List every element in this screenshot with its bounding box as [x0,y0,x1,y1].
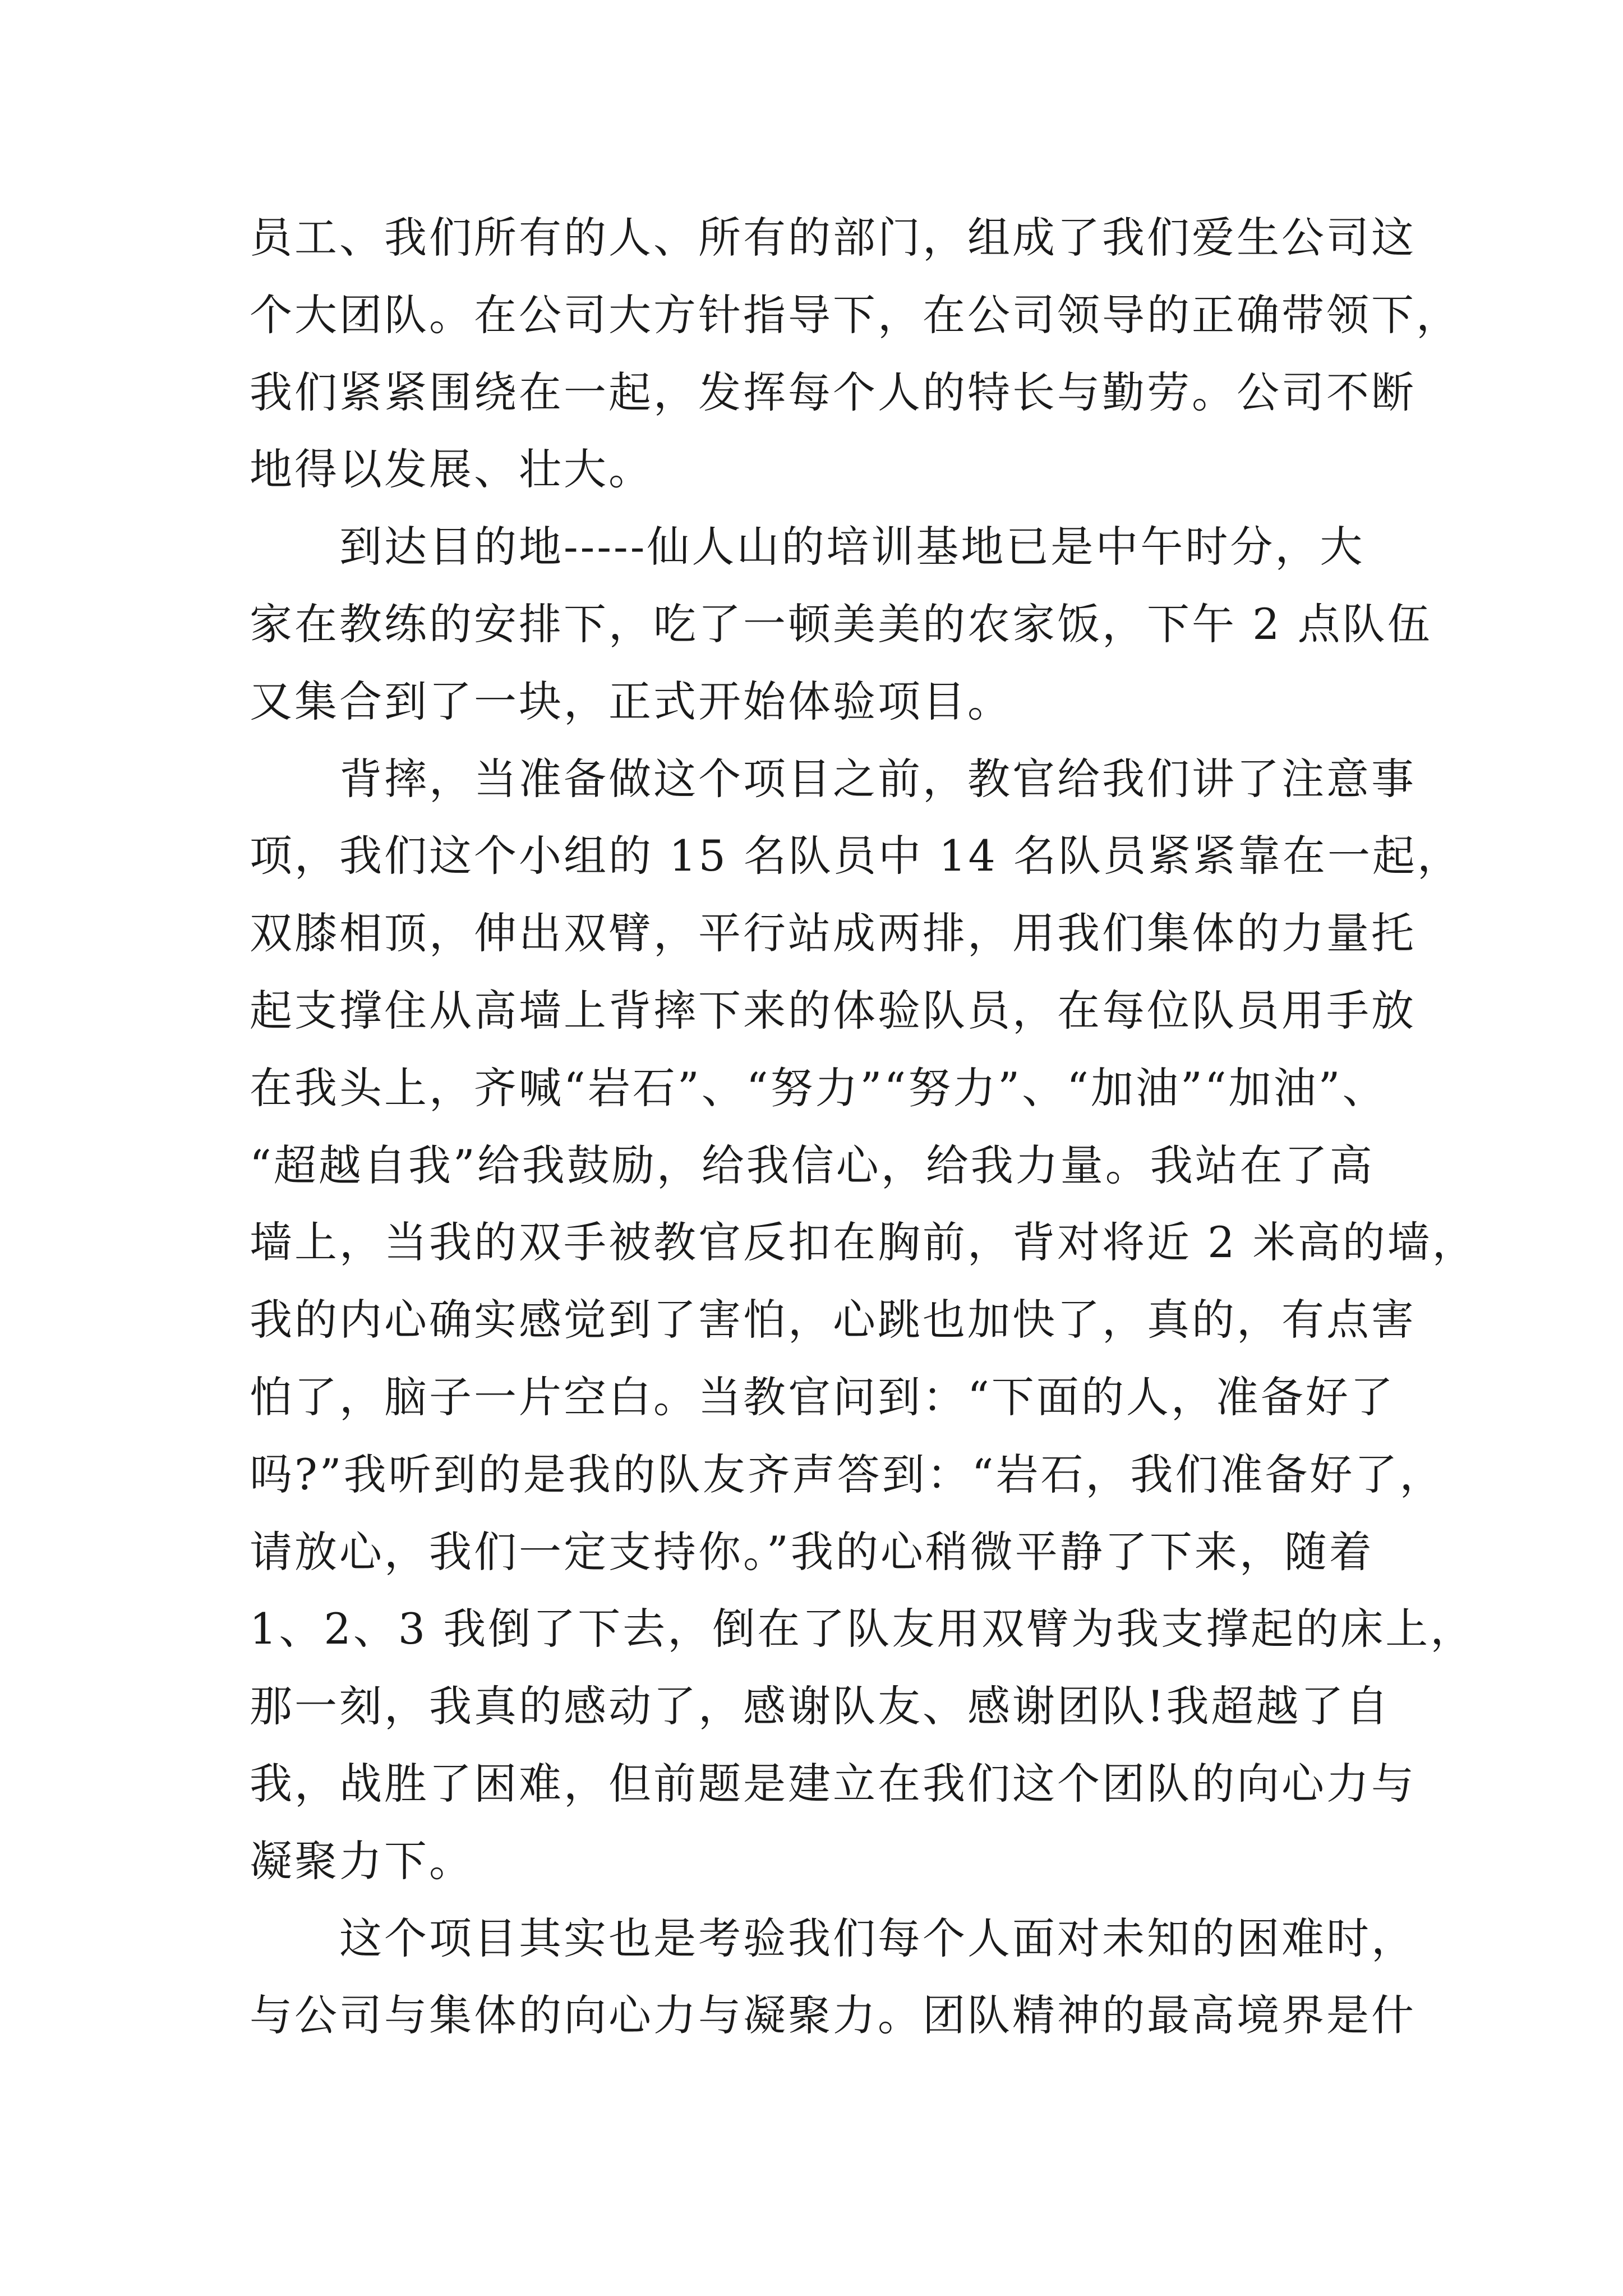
text-line: 个大团队。在公司大方针指导下，在公司领导的正确带领下， [250,289,1461,340]
text-line: 双膝相顶，伸出双臂，平行站成两排，用我们集体的力量托 [250,908,1416,959]
text-line: 地得以发展、壮大。 [250,444,653,495]
text-line: 那一刻，我真的感动了，感谢队友、感谢团队!我超越了自 [250,1681,1391,1732]
text-line: 我的内心确实感觉到了害怕，心跳也加快了，真的，有点害 [250,1295,1416,1345]
text-line: 我们紧紧围绕在一起，发挥每个人的特长与勤劳。公司不断 [250,367,1416,417]
text-line: 项，我们这个小组的 15 名队员中 14 名队员紧紧靠在一起， [250,831,1463,881]
text-line: 这个项目其实也是考验我们每个人面对未知的困难时， [250,1913,1416,1963]
text-line: 吗?”我听到的是我的队友齐声答到：“岩石，我们准备好了， [250,1449,1445,1499]
text-line: 员工、我们所有的人、所有的部门，组成了我们爱生公司这 [250,213,1416,263]
text-line: 在我头上，齐喊“岩石”、“努力”“努力”、“加油”“加油”、 [250,1062,1387,1113]
text-line: 我，战胜了困难，但前题是建立在我们这个团队的向心力与 [250,1758,1416,1809]
text-line: 与公司与集体的向心力与凝聚力。团队精神的最高境界是什 [250,1990,1416,2041]
text-line: 怕了，脑子一片空白。当教官问到：“下面的人，准备好了 [250,1372,1395,1422]
text-line: 凝聚力下。 [250,1835,474,1886]
text-line: 背摔，当准备做这个项目之前，教官给我们讲了注意事 [250,753,1416,804]
text-line: 又集合到了一块，正式开始体验项目。 [250,676,1012,726]
text-line: 家在教练的安排下，吃了一顿美美的农家饭，下午 2 点队伍 [250,599,1432,649]
text-line: 到达目的地-----仙人山的培训基地已是中午时分，大 [250,522,1365,572]
text-line: 1、2、3 我倒了下去，倒在了队友用双臂为我支撑起的床上， [250,1604,1476,1654]
text-line: 起支撑住从高墙上背摔下来的体验队员，在每位队员用手放 [250,985,1416,1036]
text-line: 墙上，当我的双手被教官反扣在胸前，背对将近 2 米高的墙， [250,1217,1477,1268]
document-body [250,199,1477,2054]
text-line: “超越自我”给我鼓励，给我信心，给我力量。我站在了高 [250,1140,1375,1190]
text-line: 请放心，我们一定支持你。”我的心稍微平静了下来，随着 [250,1526,1374,1577]
